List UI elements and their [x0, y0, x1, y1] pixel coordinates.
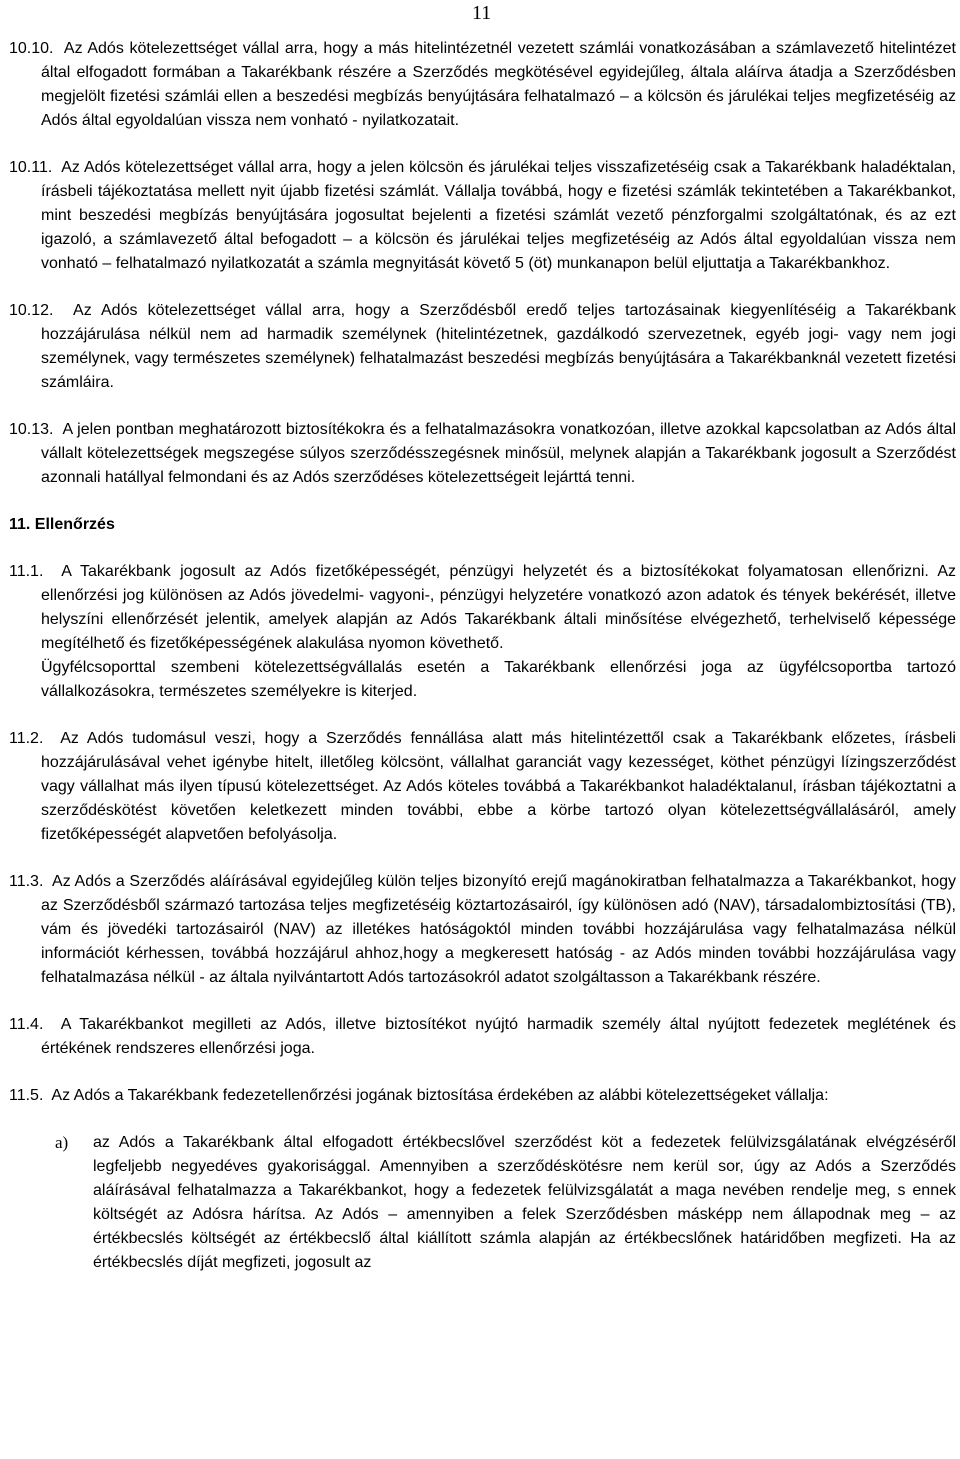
paragraph-number: 10.12. — [9, 302, 54, 319]
paragraph-11-2 — [9, 727, 956, 847]
paragraph-number: 11.1. — [9, 563, 44, 580]
paragraph-text: Az Adós kötelezettséget vállal arra, hogy a Szerződésből eredő teljes tartozásainak kiegyenlítéséig a Takarékbank hozzájárulása nélkül nem ad harmadik személynek (hitelintézetnek, gazdálkodó szervezetnek, egyéb jogi- vagy nem jogi személynek, vagy természetes személynek) felhatalmazást beszedési megbízás benyújtására a Takarékbanknál vezetett fizetési számláira. — [41, 302, 956, 391]
paragraph-text: A Takarékbankot megilleti az Adós, illetve biztosítékot nyújtó harmadik személy által nyújtott fedezetek meglétének és értékének rendszeres ellenőrzési joga. — [41, 1016, 956, 1057]
paragraph-10-11 — [9, 156, 956, 276]
paragraph-text: A jelen pontban meghatározott biztosítékokra és a felhatalmazásokra vonatkozóan, illetve azokkal kapcsolatban az Adós által vállalt kötelezettségek megszegése súlyos szerződésszegésnek minősül, melynek alapján a Takarékbank jogosult a Szerződést azonnali hatállyal felmondani és az Adós szerződéses kötelezettségeit lejárttá tenni. — [41, 421, 956, 486]
spacer — [0, 490, 960, 513]
paragraph-number: 11.3. — [9, 873, 44, 890]
page-number: 11 — [472, 2, 492, 24]
spacer — [0, 276, 960, 299]
paragraph-number: 10.11. — [9, 159, 53, 176]
spacer — [0, 133, 960, 156]
paragraph-text: Az Adós kötelezettséget vállal arra, hogy a más hitelintézetnél vezetett számlái vonatkozásában a számlavezető hitelintézet által elfogadott formában a Takarékbank részére a Szerződés megkötésével egyidejűleg, általa aláírva átadja a Szerződésben megjelölt fizetési számlái ellen a beszedési megbízás benyújtására felhatalmazó – a kölcsön és járulékai teljes megfizetéséig az Adós által egyoldalúan vissza nem vonható - nyilatkozatait. — [41, 40, 956, 129]
paragraph-number: 11.5. — [9, 1087, 44, 1104]
list-item-label: a) — [55, 1133, 69, 1152]
paragraph-11-3 — [9, 870, 956, 990]
spacer — [0, 537, 960, 560]
paragraph-11-1 — [9, 560, 956, 704]
paragraph-number: 10.13. — [9, 421, 54, 438]
paragraph-number: 11.4. — [9, 1016, 44, 1033]
paragraph-11-5 — [9, 1084, 956, 1108]
spacer — [0, 395, 960, 418]
spacer — [0, 1061, 960, 1084]
paragraph-10-13 — [9, 418, 956, 490]
paragraph-text: Az Adós tudomásul veszi, hogy a Szerződés fennállása alatt más hitelintézettől csak a Takarékbank előzetes, írásbeli hozzájárulásával vehet igénybe hitelt, illetőleg kölcsönt, vállalhat garanciát vagy kezességet, köthet pénzügyi lízingszerződést vagy vállalhat más ilyen típusú kötelezettséget. Az Adós köteles továbbá a Takarékbankot haladéktalanul, írásban tájékoztatni a szerződéskötést követően keletkezett minden további, ebbe a körbe tartozó olyan kötelezettségvállalásáról, amely fizetőképességét alapvetően befolyásolja. — [41, 730, 956, 843]
list-item-a — [55, 1131, 956, 1275]
spacer — [0, 847, 960, 870]
paragraph-text: Az Adós kötelezettséget vállal arra, hogy a jelen kölcsön és járulékai teljes visszafizetéséig csak a Takarékbank haladéktalan, írásbeli tájékoztatása mellett nyit újabb fizetési számlát. Vállalja továbbá, hogy e fizetési számlák tekintetében a Takarékbankot, mint beszedési megbízás benyújtására jogosultat bejelenti a fizetési számlát vezető pénzforgalmi szolgáltatónak, és az ezt igazoló, a számlavezető által befogadott – a kölcsön és járulékai teljes megfizetéséig az Adós által egyoldalúan vissza nem vonható – felhatalmazó nyilatkozatát a számla megnyitását követő 5 (öt) munkanapon belül eljuttatja a Takarékbankhoz. — [41, 159, 957, 272]
spacer — [0, 990, 960, 1013]
section-heading-11: 11. Ellenőrzés — [9, 516, 115, 533]
paragraph-text: Az Adós a Szerződés aláírásával egyidejűleg külön teljes bizonyító erejű magánokiratban felhatalmazza a Takarékbankot, hogy az Szerződésből származó tartozása teljes megfizetéséig köztartozásairól, így különösen adó (NAV), társadalombiztosítási (TB), vám és jövedéki tartozásairól (NAV) az illetékes hatóságoktól minden további hozzájárulása vagy felhatalmazása nélkül információt kérhessen, továbbá hozzájárul ahhoz,hogy a megkeresett hatóság - az Adós minden további hozzájárulása vagy felhatalmazása nélkül - az általa nyilvántartott Adós tartozásokról adatot szolgáltasson a Takarékbank részére. — [41, 873, 956, 986]
paragraph-text: A Takarékbank jogosult az Adós fizetőképességét, pénzügyi helyzetét és a biztosítékokat folyamatosan ellenőrizni. Az ellenőrzési jog különösen az Adós jövedelmi- vagyoni-, pénzügyi helyzetére vonatkozó azon adatok és tények bekérését, illetve helyszíni ellenőrzését jelentik, amelyek alapján az Adós Takarékbank általi minősítése elvégezhető, terhelviselő képessége megítélhető és fizetőképességének alakulása nyomon követhető. — [41, 563, 956, 652]
spacer — [0, 1108, 960, 1131]
spacer — [0, 704, 960, 727]
paragraph-number: 10.10. — [9, 40, 54, 57]
paragraph-10-10 — [9, 37, 956, 133]
paragraph-text-continuation: Ügyfélcsoporttal szembeni kötelezettségvállalás esetén a Takarékbank ellenőrzési joga az ügyfélcsoportba tartozó vállalkozásokra, természetes személyekre is kiterjed. — [41, 659, 956, 700]
paragraph-11-4 — [9, 1013, 956, 1061]
list-item-text: az Adós a Takarékbank által elfogadott értékbecslővel szerződést köt a fedezetek felülvizsgálatának elvégzéséről legfeljebb negyedéves gyakorisággal. Amennyiben a szerződéskötésre nem kerül sor, úgy az Adós a Szerződés aláírásával felhatalmazza a Takarékbankot, hogy a fedezetek felülvizsgálatát a maga nevében rendelje meg, s ennek költségét az Adósra hárítsa. Az Adós – amennyiben a felek Szerződésben másképp nem állapodnak meg – az értékbecslés költségét az értékbecslő által kiállított számla alapján az értékbecslőnek határidőben megfizeti. Ha az értékbecslés díját megfizeti, jogosult az — [93, 1134, 956, 1271]
paragraph-10-12 — [9, 299, 956, 395]
paragraph-text: Az Adós a Takarékbank fedezetellenőrzési jogának biztosítása érdekében az alábbi kötelezettségeket vállalja: — [51, 1087, 829, 1104]
paragraph-number: 11.2. — [9, 730, 44, 747]
